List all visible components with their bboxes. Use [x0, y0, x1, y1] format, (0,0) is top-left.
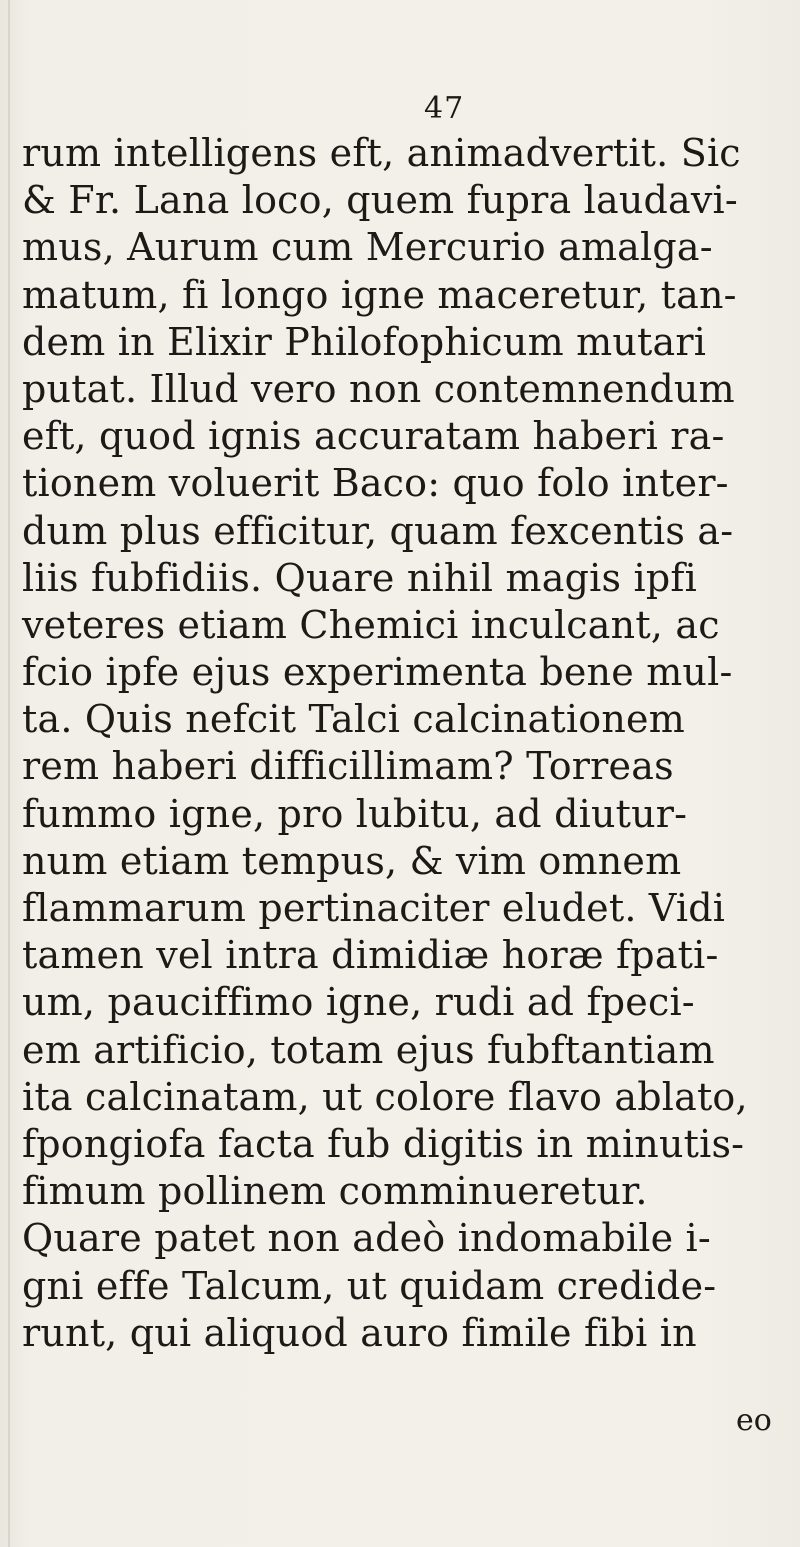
text-line: veteres etiam Chemici inculcant, ac: [22, 602, 720, 647]
text-line: flammarum pertinaciter eludet. Vidi: [22, 886, 726, 930]
text-line: num etiam tempus, & vim omnem: [22, 838, 682, 883]
text-line: dum plus efficitur, quam fexcentis a-: [22, 508, 734, 553]
text-line: ta. Quis nefcit Talci calcinationem: [22, 697, 685, 742]
text-line: gni effe Talcum, ut quidam credide-: [22, 1263, 717, 1308]
text-line: Quare patet non adeò indomabile i-: [22, 1216, 711, 1261]
text-line: dem in Elixir Philofophicum mutari: [22, 319, 707, 364]
text-line: mus, Aurum cum Mercurio amalga-: [22, 225, 713, 270]
text-line: fpongiofa facta fub digitis in minutis-: [22, 1121, 745, 1166]
text-line: um, pauciffimo igne, rudi ad fpeci-: [22, 980, 695, 1025]
text-line: em artificio, totam ejus fubftantiam: [22, 1027, 715, 1072]
text-line: tamen vel intra dimidiæ horæ fpati-: [22, 933, 719, 978]
text-line: putat. Illud vero non contemnendum: [22, 366, 735, 411]
text-line: eft, quod ignis accuratam haberi ra-: [22, 414, 725, 459]
text-line: ita calcinatam, ut colore flavo ablato,: [22, 1074, 748, 1119]
text-line: fcio ipfe ejus experimenta bene mul-: [22, 650, 733, 695]
text-line: rum intelligens eft, animadvertit. Sic: [22, 131, 741, 175]
text-line: runt, qui aliquod auro fimile fibi in: [22, 1310, 697, 1355]
text-line: fimum pollinem comminueretur.: [22, 1169, 648, 1214]
text-line: rem haberi difficillimam? Torreas: [22, 744, 674, 789]
page-gutter: [8, 0, 10, 1547]
body-text: [22, 130, 800, 1357]
text-line: liis fubfidiis. Quare nihil magis ipfi: [22, 555, 697, 600]
catchword: eo: [736, 1403, 772, 1438]
text-line: matum, fi longo igne maceretur, tan-: [22, 272, 737, 317]
page-number: 47: [424, 91, 465, 126]
text-line: & Fr. Lana loco, quem fupra laudavi-: [22, 178, 738, 223]
text-line: fummo igne, pro lubitu, ad diutur-: [22, 791, 688, 836]
text-line: tionem voluerit Baco: quo folo inter-: [22, 461, 729, 506]
